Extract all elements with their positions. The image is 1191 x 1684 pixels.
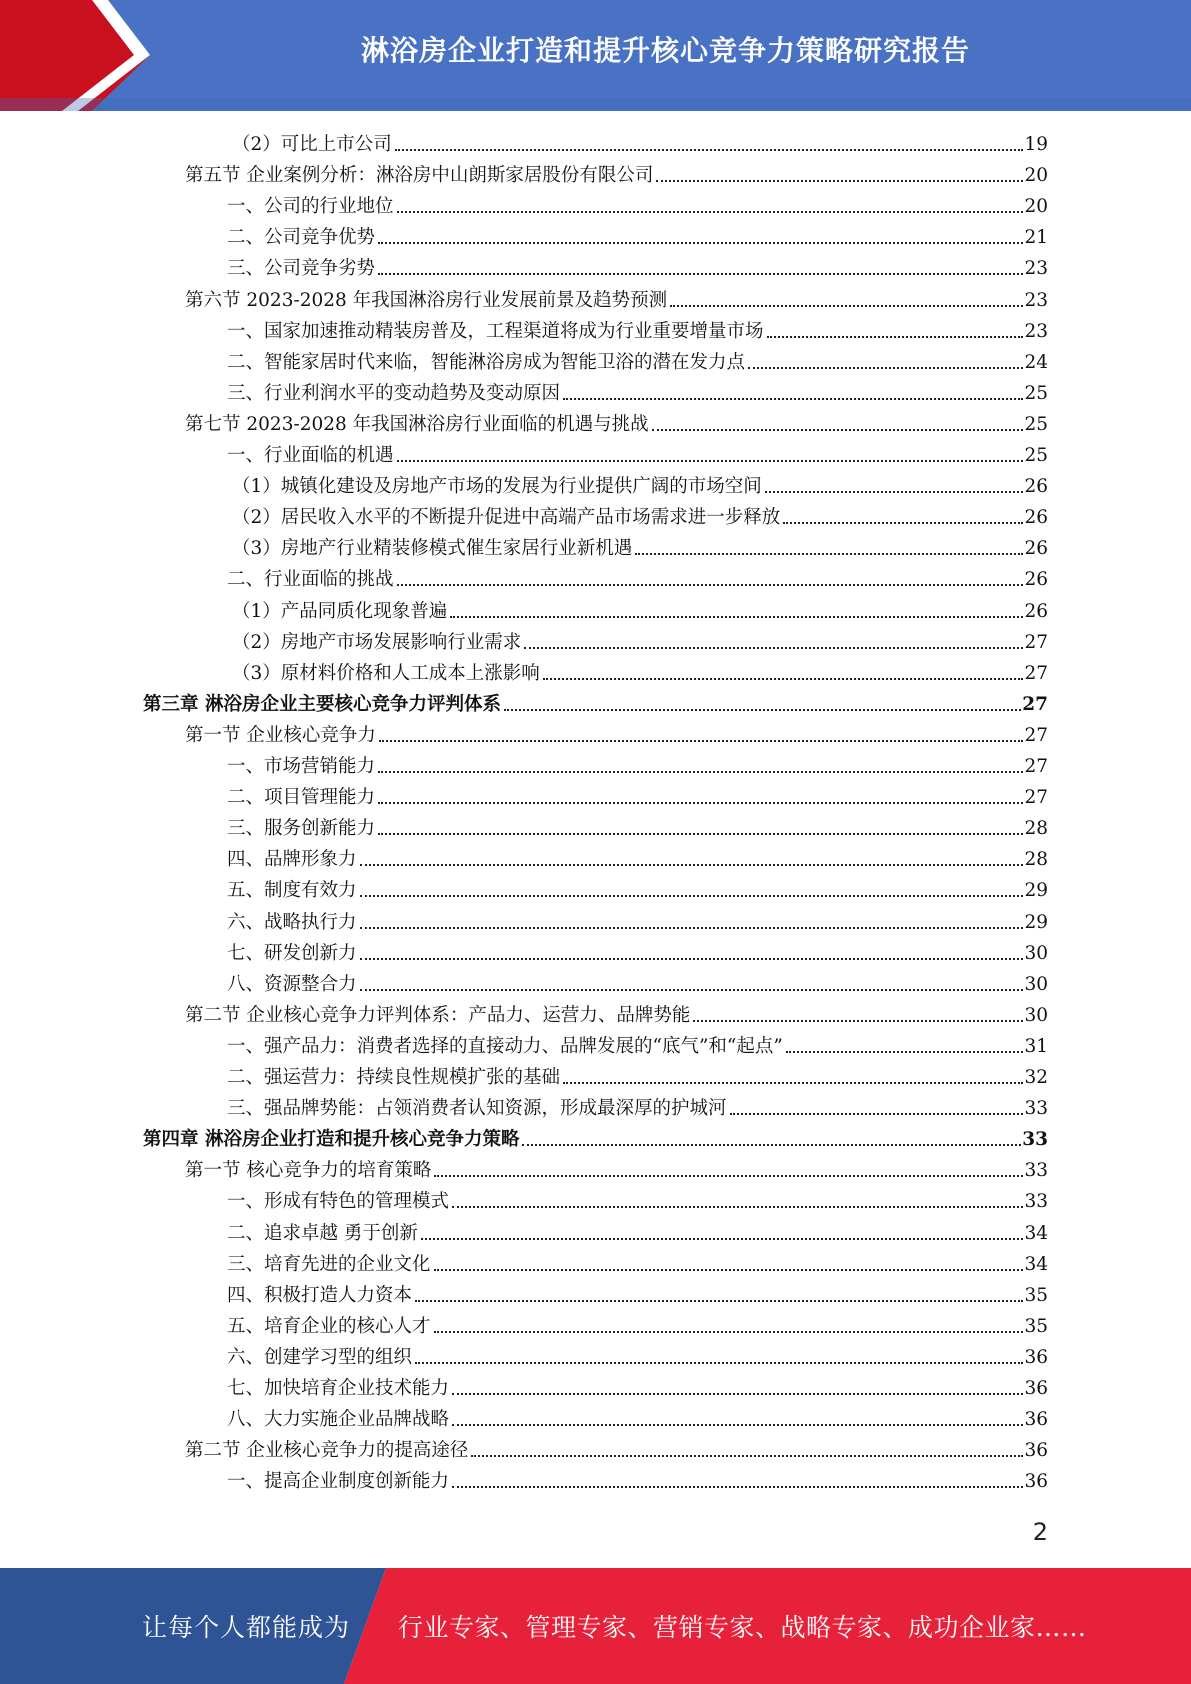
toc-entry-page: 29: [1024, 911, 1048, 933]
toc-entry[interactable]: [227, 1029, 1048, 1060]
toc-entry[interactable]: [232, 469, 1048, 500]
toc-dot-leader: [395, 149, 1024, 151]
toc-entry[interactable]: [227, 905, 1048, 936]
toc-entry-title: 八、资源整合力: [227, 973, 357, 995]
toc-entry[interactable]: [143, 1122, 1048, 1153]
toc-entry-title: 一、行业面临的机遇: [227, 445, 394, 466]
toc-dot-leader: [378, 273, 1023, 275]
toc-entry-page: 36: [1024, 1440, 1048, 1462]
toc-entry[interactable]: [227, 749, 1048, 780]
toc-entry-title: （3）房地产行业精装修模式催生家居行业新机遇: [232, 538, 633, 560]
toc-entry-title: 四、品牌形象力: [227, 849, 357, 871]
toc-entry-title: 二、追求卓越 勇于创新: [227, 1222, 418, 1244]
toc-entry-page: 21: [1024, 227, 1048, 249]
toc-entry[interactable]: [227, 1371, 1048, 1402]
toc-entry-page: 23: [1024, 289, 1048, 311]
toc-entry-page: 27: [1024, 787, 1048, 809]
toc-entry-page: 36: [1024, 1346, 1048, 1368]
toc-entry[interactable]: [185, 283, 1048, 314]
toc-entry-page: 30: [1024, 1004, 1048, 1026]
toc-dot-leader: [415, 1362, 1023, 1364]
toc-entry-title: 第三章 淋浴房企业主要核心竞争力评判体系: [143, 693, 501, 715]
toc-dot-leader: [730, 1113, 1024, 1115]
toc-entry-page: 25: [1024, 413, 1048, 435]
toc-entry-page: 27: [1024, 631, 1048, 653]
toc-entry[interactable]: [143, 687, 1048, 718]
toc-dot-leader: [360, 989, 1024, 991]
header-red-chevron: [0, 0, 150, 111]
toc-entry[interactable]: [227, 314, 1048, 345]
toc-entry[interactable]: [185, 998, 1048, 1029]
toc-entry-title: 一、市场营销能力: [227, 756, 376, 777]
page-header: [0, 0, 1191, 111]
toc-dot-leader: [783, 522, 1023, 524]
toc-entry-title: 二、强运营力：持续良性规模扩张的基础: [227, 1067, 561, 1088]
toc-dot-leader: [379, 740, 1024, 742]
toc-entry-page: 26: [1024, 507, 1048, 529]
toc-entry[interactable]: [232, 127, 1048, 158]
toc-entry[interactable]: [227, 1309, 1048, 1340]
toc-entry-title: （2）房地产市场发展影响行业需求: [232, 631, 522, 653]
toc-entry-page: 33: [1024, 1098, 1048, 1120]
toc-entry[interactable]: [227, 873, 1048, 904]
toc-entry-page: 26: [1024, 600, 1048, 622]
toc-entry[interactable]: [227, 780, 1048, 811]
toc-dot-leader: [767, 336, 1024, 338]
toc-dot-leader: [360, 895, 1024, 897]
toc-entry-page: 20: [1024, 196, 1048, 218]
toc-entry-page: 29: [1024, 880, 1048, 902]
toc-entry[interactable]: [227, 1247, 1048, 1278]
toc-entry[interactable]: [227, 811, 1048, 842]
toc-entry-page: 20: [1024, 165, 1048, 187]
toc-dot-leader: [397, 460, 1024, 462]
toc-entry-title: 第二节 企业核心竞争力的提高途径: [185, 1440, 469, 1462]
toc-dot-leader: [421, 1238, 1024, 1240]
toc-entry[interactable]: [185, 718, 1048, 749]
toc-dot-leader: [748, 367, 1023, 369]
toc-entry-page: 33: [1024, 1191, 1048, 1213]
toc-entry[interactable]: [227, 967, 1048, 998]
toc-entry-page: 25: [1024, 445, 1048, 466]
toc-entry-title: 二、公司竞争优势: [227, 227, 376, 249]
toc-entry-title: 三、培育先进的企业文化: [227, 1253, 431, 1275]
toc-entry-title: 第四章 淋浴房企业打造和提升核心竞争力策略: [143, 1129, 520, 1151]
toc-entry-page: 35: [1024, 1284, 1048, 1306]
toc-dot-leader: [452, 1424, 1023, 1426]
toc-entry-page: 25: [1024, 382, 1048, 404]
toc-entry-page: 34: [1024, 1253, 1048, 1275]
toc-dot-leader: [415, 1300, 1023, 1302]
toc-dot-leader: [471, 1455, 1023, 1457]
toc-dot-leader: [786, 1051, 1024, 1053]
toc-entry-page: 23: [1024, 258, 1048, 280]
toc-entry-page: 33: [1022, 1129, 1048, 1151]
toc-entry[interactable]: [227, 1216, 1048, 1247]
toc-dot-leader: [378, 833, 1023, 835]
toc-entry-title: 第一节 核心竞争力的培育策略: [185, 1160, 432, 1182]
toc-entry-title: 六、创建学习型的组织: [227, 1346, 413, 1368]
toc-dot-leader: [543, 678, 1024, 680]
toc-entry-title: 三、服务创新能力: [227, 818, 376, 840]
toc-entry-page: 23: [1024, 320, 1048, 342]
header-bottom-band: [0, 98, 1191, 111]
toc-entry-title: 第一节 企业核心竞争力: [185, 724, 376, 746]
toc-dot-leader: [563, 398, 1023, 400]
toc-entry-page: 33: [1024, 1160, 1048, 1182]
toc-entry-title: 第七节 2023-2028 年我国淋浴房行业面临的机遇与挑战: [185, 413, 649, 435]
toc-entry-title: （1）产品同质化现象普遍: [232, 600, 448, 622]
toc-dot-leader: [765, 491, 1024, 493]
toc-entry-page: 31: [1024, 1035, 1048, 1057]
toc-entry[interactable]: [227, 1091, 1048, 1122]
toc-entry-page: 36: [1024, 1471, 1048, 1493]
toc-entry-page: 27: [1024, 756, 1048, 777]
toc-entry-page: 36: [1024, 1409, 1048, 1431]
toc-entry[interactable]: [227, 562, 1048, 593]
toc-entry-page: 30: [1024, 942, 1048, 964]
toc-entry[interactable]: [227, 251, 1048, 282]
toc-entry[interactable]: [227, 220, 1048, 251]
toc-entry-page: 26: [1024, 538, 1048, 560]
footer-slogan-right: 行业专家、管理专家、营销专家、战略专家、成功企业家……: [398, 1613, 1087, 1642]
toc-dot-leader: [563, 1082, 1023, 1084]
toc-entry-title: 第六节 2023-2028 年我国淋浴房行业发展前景及趋势预测: [185, 289, 668, 311]
toc-entry[interactable]: [227, 842, 1048, 873]
toc-entry[interactable]: [185, 407, 1048, 438]
toc-dot-leader: [652, 429, 1024, 431]
toc-dot-leader: [693, 1020, 1023, 1022]
toc-entry-page: 26: [1024, 569, 1048, 591]
toc-entry-title: 一、提高企业制度创新能力: [227, 1471, 450, 1493]
toc-entry[interactable]: [232, 656, 1048, 687]
toc-entry-title: 四、积极打造人力资本: [227, 1284, 413, 1306]
toc-dot-leader: [397, 211, 1024, 213]
toc-dot-leader: [434, 1331, 1024, 1333]
toc-dot-leader: [670, 305, 1023, 307]
toc-entry[interactable]: [227, 189, 1048, 220]
toc-entry-title: 二、智能家居时代来临，智能淋浴房成为智能卫浴的潜在发力点: [227, 351, 746, 373]
toc-entry-page: 32: [1024, 1067, 1048, 1088]
toc-entry-page: 36: [1024, 1378, 1048, 1399]
toc-dot-leader: [635, 553, 1023, 555]
toc-entry[interactable]: [227, 1402, 1048, 1433]
toc-entry[interactable]: [227, 376, 1048, 407]
toc-entry[interactable]: [227, 1184, 1048, 1215]
toc-entry[interactable]: [227, 345, 1048, 376]
toc-entry-page: 35: [1024, 1315, 1048, 1337]
footer-slogan-left: 让每个人都能成为: [142, 1613, 351, 1642]
toc-dot-leader: [522, 1144, 1021, 1146]
toc-entry[interactable]: [232, 500, 1048, 531]
toc-dot-leader: [397, 584, 1024, 586]
toc-entry[interactable]: [227, 936, 1048, 967]
toc-entry-title: 一、强产品力：消费者选择的直接动力、品牌发展的“底气”和“起点”: [227, 1035, 783, 1057]
toc-entry[interactable]: [185, 158, 1048, 189]
toc-entry-title: 一、国家加速推动精装房普及，工程渠道将成为行业重要增量市场: [227, 320, 764, 342]
toc-entry[interactable]: [232, 625, 1048, 656]
toc-entry-title: 二、项目管理能力: [227, 787, 376, 809]
toc-entry-page: 28: [1024, 849, 1048, 871]
toc-dot-leader: [452, 1486, 1023, 1488]
toc-dot-leader: [378, 802, 1023, 804]
toc-dot-leader: [524, 647, 1023, 649]
toc-entry[interactable]: [232, 594, 1048, 625]
toc-entry[interactable]: [227, 1464, 1048, 1495]
toc-entry-page: 27: [1024, 724, 1048, 746]
toc-entry-page: 27: [1022, 693, 1048, 715]
toc-entry-title: 一、形成有特色的管理模式: [227, 1191, 450, 1213]
toc-entry[interactable]: [232, 531, 1048, 562]
toc-entry-page: 28: [1024, 818, 1048, 840]
toc-entry-title: 八、大力实施企业品牌战略: [227, 1409, 450, 1431]
toc-dot-leader: [504, 709, 1021, 711]
toc-entry-title: （3）原材料价格和人工成本上涨影响: [232, 662, 540, 684]
toc-dot-leader: [434, 1269, 1024, 1271]
toc-entry-title: 第五节 企业案例分析：淋浴房中山朗斯家居股份有限公司: [185, 165, 654, 187]
page-number: 2: [1032, 1518, 1048, 1546]
toc-entry-title: 三、行业利润水平的变动趋势及变动原因: [227, 382, 561, 404]
toc-dot-leader: [378, 771, 1023, 773]
toc-entry[interactable]: [185, 1433, 1048, 1464]
toc-entry-title: 七、研发创新力: [227, 942, 357, 964]
toc-entry-page: 34: [1024, 1222, 1048, 1244]
toc-entry-title: 七、加快培育企业技术能力: [227, 1378, 450, 1399]
toc-dot-leader: [360, 864, 1024, 866]
toc-entry-title: 三、强品牌势能：占领消费者认知资源，形成最深厚的护城河: [227, 1098, 727, 1120]
toc-dot-leader: [452, 1206, 1023, 1208]
toc-entry-title: （1）城镇化建设及房地产市场的发展为行业提供广阔的市场空间: [232, 476, 762, 498]
toc-entry-title: 五、培育企业的核心人才: [227, 1315, 431, 1337]
toc-entry-page: 27: [1024, 662, 1048, 684]
toc-entry-title: 五、制度有效力: [227, 880, 357, 902]
toc-entry-page: 30: [1024, 973, 1048, 995]
toc-entry-page: 26: [1024, 476, 1048, 498]
toc-dot-leader: [434, 1175, 1023, 1177]
toc-entry-title: （2）可比上市公司: [232, 134, 392, 155]
toc-entry[interactable]: [227, 1060, 1048, 1091]
toc-entry[interactable]: [227, 1340, 1048, 1371]
toc-entry[interactable]: [227, 438, 1048, 469]
toc-entry[interactable]: [227, 1278, 1048, 1309]
toc-entry-title: 三、公司竞争劣势: [227, 258, 376, 280]
toc-dot-leader: [656, 180, 1023, 182]
toc-dot-leader: [378, 242, 1023, 244]
toc-entry-title: 一、公司的行业地位: [227, 196, 394, 218]
toc-entry-title: 第二节 企业核心竞争力评判体系：产品力、运营力、品牌势能: [185, 1004, 691, 1026]
toc-entry[interactable]: [185, 1153, 1048, 1184]
toc-entry-page: 24: [1024, 351, 1048, 373]
toc-dot-leader: [452, 1393, 1023, 1395]
toc-dot-leader: [450, 616, 1023, 618]
toc-entry-title: 六、战略执行力: [227, 911, 357, 933]
toc-dot-leader: [360, 958, 1024, 960]
toc-entry-title: 二、行业面临的挑战: [227, 569, 394, 591]
toc-entry-title: （2）居民收入水平的不断提升促进中高端产品市场需求进一步释放: [232, 507, 781, 529]
toc-dot-leader: [360, 927, 1024, 929]
toc-entry-page: 19: [1024, 134, 1048, 155]
page-footer: [0, 1568, 1191, 1684]
report-title: 淋浴房企业打造和提升核心竞争力策略研究报告: [360, 34, 970, 67]
